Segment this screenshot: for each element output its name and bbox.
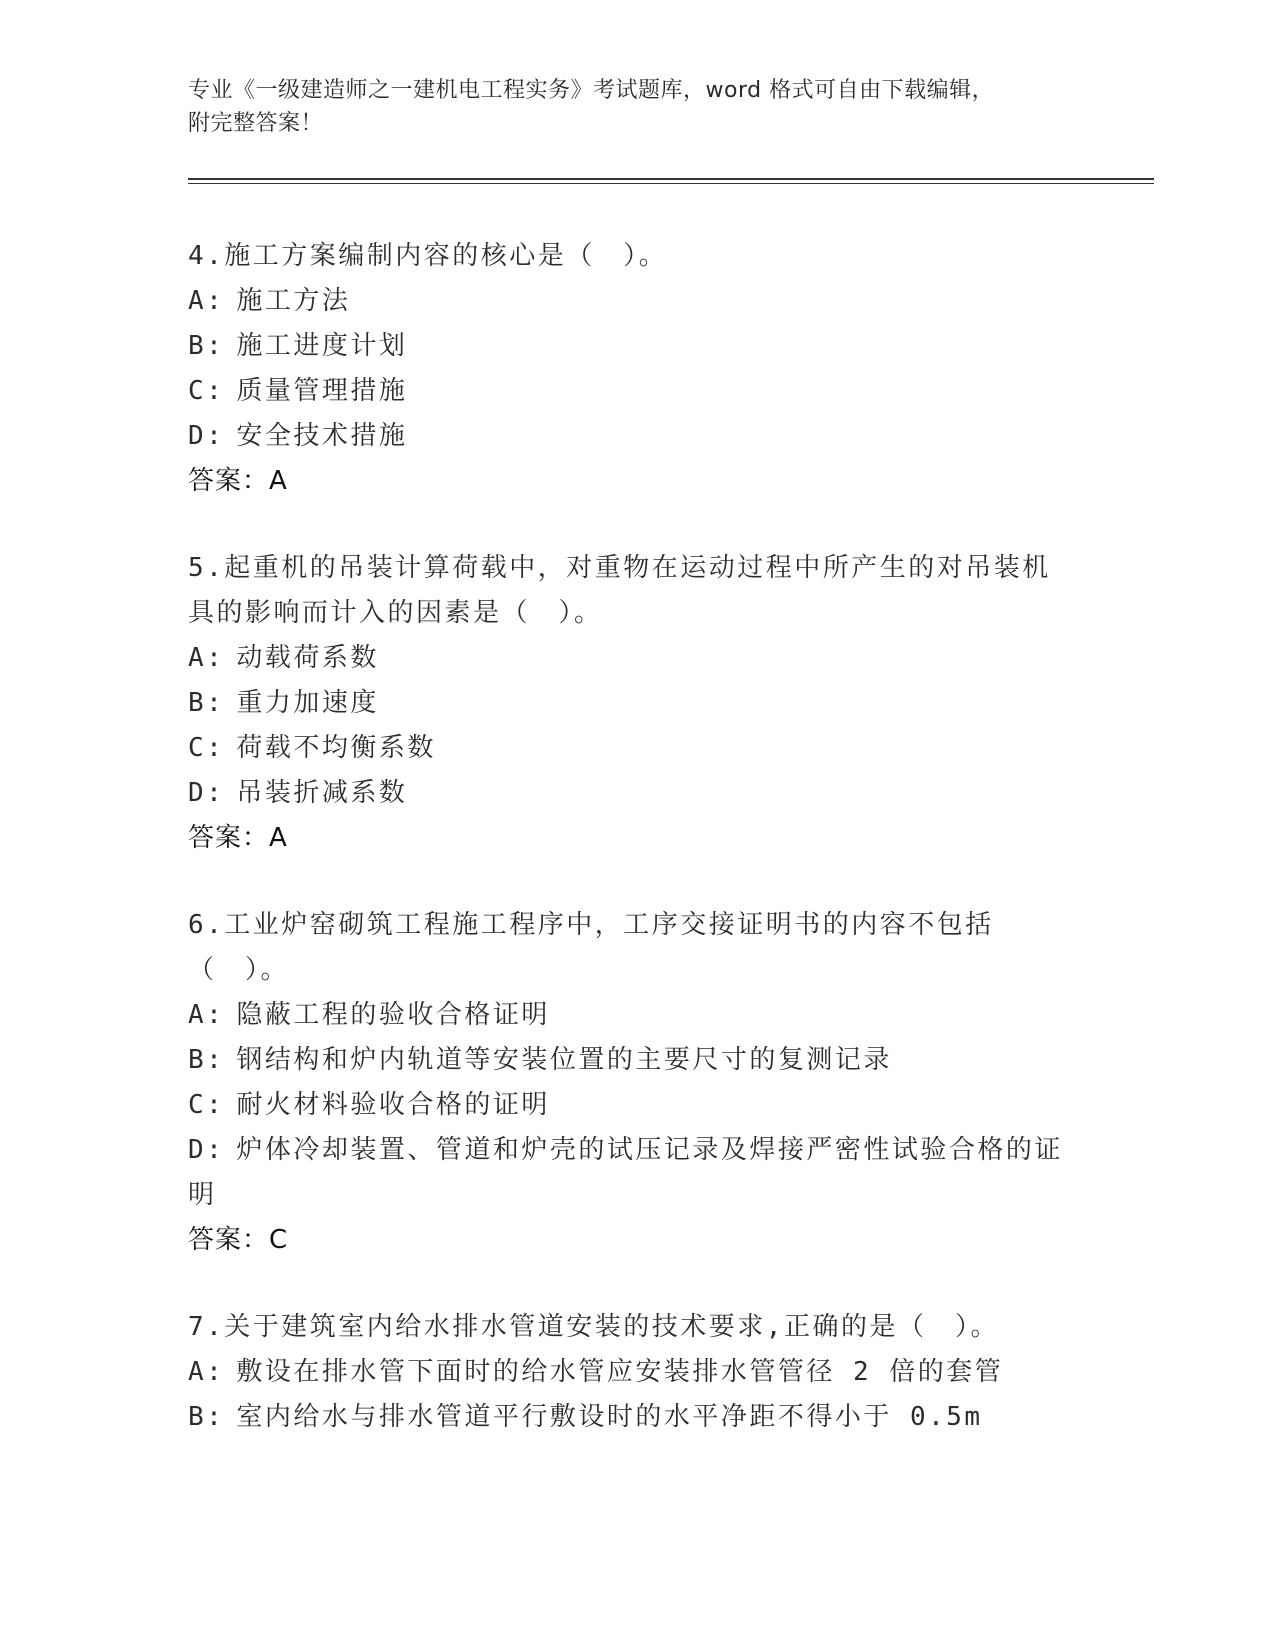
option-text: 炉体冷却装置、管道和炉壳的试压记录及焊接严密性试验合格的证明 (188, 1135, 1063, 1210)
option-d (188, 771, 1068, 816)
option-text: 安全技术措施 (236, 421, 408, 451)
question-4 (188, 234, 1088, 504)
option-b (188, 1038, 1068, 1083)
option-text: 钢结构和炉内轨道等安装位置的主要尺寸的复测记录 (236, 1045, 892, 1075)
option-text: 施工方法 (236, 286, 351, 316)
option-label: A: (188, 643, 225, 673)
option-c (188, 369, 1068, 414)
option-b (188, 1395, 1068, 1440)
option-text: 耐火材料验收合格的证明 (236, 1090, 550, 1120)
option-label: B: (188, 331, 225, 361)
answer: 答案：A (188, 823, 288, 853)
question-text: 6.工业炉窑砌筑工程施工程序中，工序交接证明书的内容不包括（ ）。 (188, 910, 994, 985)
question-text: 7.关于建筑室内给水排水管道安装的技术要求,正确的是（ ）。 (188, 1312, 999, 1342)
option-label: A: (188, 286, 225, 316)
option-text: 荷载不均衡系数 (236, 733, 436, 763)
option-label: A: (188, 1357, 225, 1387)
option-label: C: (188, 1090, 225, 1120)
option-c (188, 726, 1068, 771)
question-6 (188, 903, 1088, 1263)
option-b (188, 681, 1068, 726)
document-header (188, 74, 1088, 140)
option-label: D: (188, 778, 225, 808)
question-text: 4.施工方案编制内容的核心是（ ）。 (188, 241, 668, 271)
option-a (188, 279, 1068, 324)
option-d (188, 1128, 1068, 1218)
option-text: 重力加速度 (236, 688, 379, 718)
header-line-1: 专业《一级建造师之一建机电工程实务》考试题库，word 格式可自由下载编辑， (188, 78, 995, 103)
option-text: 敷设在排水管下面时的给水管应安装排水管管径 2 倍的套管 (236, 1357, 1004, 1387)
option-a (188, 636, 1068, 681)
option-label: C: (188, 376, 225, 406)
option-label: D: (188, 1135, 225, 1165)
option-a (188, 993, 1068, 1038)
option-label: B: (188, 688, 225, 718)
option-d (188, 414, 1068, 459)
option-text: 质量管理措施 (236, 376, 408, 406)
option-c (188, 1083, 1068, 1128)
option-text: 吊装折减系数 (236, 778, 408, 808)
option-text: 施工进度计划 (236, 331, 408, 361)
question-list (188, 234, 1088, 1482)
header-divider-thin (188, 183, 1154, 184)
answer: 答案：C (188, 1225, 289, 1255)
question-7 (188, 1305, 1088, 1440)
option-a (188, 1350, 1068, 1395)
option-label: B: (188, 1402, 225, 1432)
header-divider-thick (188, 178, 1154, 180)
option-text: 室内给水与排水管道平行敷设时的水平净距不得小于 0.5m (236, 1402, 983, 1432)
question-text: 5.起重机的吊装计算荷载中，对重物在运动过程中所产生的对吊装机具的影响而计入的因素是（ ）。 (188, 553, 1051, 628)
option-text: 动载荷系数 (236, 643, 379, 673)
option-text: 隐蔽工程的验收合格证明 (236, 1000, 550, 1030)
option-label: A: (188, 1000, 225, 1030)
option-label: C: (188, 733, 225, 763)
option-label: B: (188, 1045, 225, 1075)
option-b (188, 324, 1068, 369)
option-label: D: (188, 421, 225, 451)
answer: 答案：A (188, 466, 288, 496)
question-5 (188, 546, 1088, 861)
header-line-2: 附完整答案！ (188, 111, 324, 136)
